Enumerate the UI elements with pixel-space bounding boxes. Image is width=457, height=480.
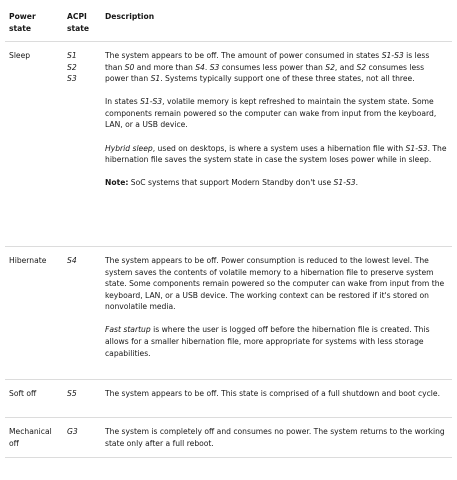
description-paragraph: In states S1-S3, volatile memory is kept refreshed to maintain the system state. Some components remain powered so the computer can wake from input from the keyboard, LAN, or a USB device.	[105, 97, 437, 130]
table-body	[5, 42, 452, 458]
emphasis-text: S2	[325, 62, 335, 72]
table-row	[5, 247, 452, 380]
description-paragraph: Hybrid sleep, used on desktops, is where a system uses a hibernation file with S1-S3. The hibernation file saves the system state in case the system loses power while in sleep.	[105, 143, 447, 165]
header-row	[5, 2, 452, 42]
acpi-state-cell	[63, 247, 101, 380]
acpi-state-value: S5	[67, 389, 77, 398]
emphasis-text: S1-S3	[381, 51, 404, 60]
description-paragraph: The system appears to be off. Power consumption is reduced to the lowest level. The system saves the contents of volatile memory to a hibernation file to preserve system state. Some components remain powered so the computer can wake from input from the keyboard, LAN, or a USB device. The working context can be restored if it's stored on nonvolatile media.	[105, 256, 445, 312]
acpi-state-value: G3	[67, 427, 78, 436]
description-paragraph: The system appears to be off. This state is comprised of a full shutdown and boot cycle.	[105, 389, 440, 398]
description-paragraph: Note: SoC systems that support Modern Standby don't use S1-S3.	[105, 178, 359, 188]
emphasis-text: Hybrid sleep	[105, 143, 153, 153]
acpi-state-value: S1	[67, 51, 77, 60]
description-cell	[101, 247, 452, 380]
acpi-state-cell	[63, 380, 101, 418]
emphasis-text: S1	[150, 74, 161, 84]
emphasis-text: S0	[124, 62, 135, 72]
table-row	[5, 418, 452, 458]
acpi-state-value: S2	[67, 62, 77, 72]
acpi-state-cell	[63, 418, 101, 458]
acpi-state-value: S3	[67, 74, 77, 84]
description-paragraph: Fast startup is where the user is logged off before the hibernation file is created. This allows for a smaller hibernation file, more appropriate for systems with less storage capabilities.	[105, 325, 430, 358]
table-row	[5, 42, 452, 247]
description-paragraph: The system is completely off and consumes no power. The system returns to the working state only after a full reboot.	[105, 427, 445, 448]
emphasis-text: S1-S3	[140, 97, 163, 107]
power-states-table	[5, 2, 452, 458]
emphasis-text: S1-S3	[333, 178, 356, 188]
emphasis-text: S2	[356, 62, 367, 72]
header-power-state: Power state	[9, 12, 36, 33]
table-header	[5, 2, 452, 42]
description-cell	[101, 42, 452, 247]
description-paragraph: The system appears to be off. The amount of power consumed in states S1-S3 is less than S0 and more than S4. S3 consumes less power than S2, and S2 consumes less power than S1. Systems typically support one of these three states, not all three.	[105, 51, 430, 84]
power-state-cell: Soft off	[5, 380, 63, 418]
description-cell	[101, 380, 452, 418]
emphasis-text: S4	[195, 62, 205, 72]
power-state-cell: Hibernate	[5, 247, 63, 380]
acpi-state-cell	[63, 42, 101, 247]
description-cell	[101, 418, 452, 458]
emphasis-text: Fast startup	[105, 325, 151, 335]
note-label: Note:	[105, 178, 129, 188]
table-row	[5, 380, 452, 418]
header-description: Description	[105, 12, 155, 21]
header-acpi-state: ACPI state	[67, 12, 90, 33]
power-state-cell: Mechanical off	[5, 418, 63, 458]
acpi-state-value: S4	[67, 256, 77, 265]
emphasis-text: S1-S3	[405, 143, 428, 153]
emphasis-text: S3	[209, 62, 220, 72]
power-state-cell: Sleep	[5, 42, 63, 247]
